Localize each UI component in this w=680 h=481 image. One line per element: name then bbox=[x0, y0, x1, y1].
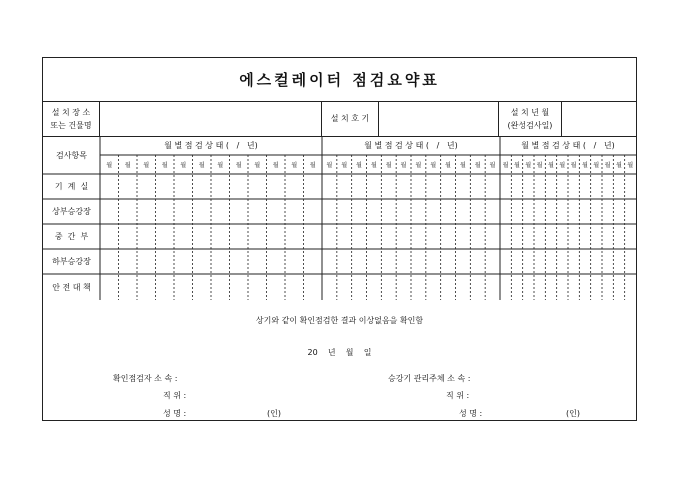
month-label: 월 bbox=[235, 162, 242, 169]
month-label: 월 bbox=[604, 162, 611, 169]
month-label: 월 bbox=[616, 162, 622, 169]
row-label-machine-room: 기 계 실 bbox=[54, 182, 89, 191]
info-row bbox=[43, 101, 636, 137]
install-date-value[interactable] bbox=[562, 101, 636, 136]
month-label: 월 bbox=[582, 162, 588, 169]
month-label: 월 bbox=[430, 162, 437, 169]
month-label: 월 bbox=[198, 162, 205, 169]
row-label-lower-landing: 하부승강장 bbox=[52, 257, 91, 266]
left-affiliation-label: 확인점검자 소 속 : bbox=[113, 374, 178, 383]
month-label: 월 bbox=[445, 162, 451, 169]
month-label: 월 bbox=[143, 162, 150, 169]
month-label: 월 bbox=[161, 162, 168, 169]
month-label: 월 bbox=[309, 162, 316, 169]
inspection-summary-form bbox=[42, 57, 637, 421]
month-label: 월 bbox=[400, 162, 407, 169]
month-label: 월 bbox=[548, 162, 554, 169]
month-label: 월 bbox=[502, 162, 509, 169]
left-position-label: 직 위 : bbox=[163, 391, 187, 400]
month-label: 월 bbox=[627, 162, 634, 169]
month-label: 월 bbox=[341, 162, 348, 169]
monthly-inspection-grid bbox=[43, 136, 636, 300]
month-label: 월 bbox=[291, 162, 298, 169]
month-label: 월 bbox=[593, 162, 600, 169]
location-label: 설 치 장 소 또는 건물명 bbox=[43, 101, 100, 136]
right-name-label: 성 명 : bbox=[459, 409, 483, 418]
month-label: 월 bbox=[106, 162, 113, 169]
form-title: 에스컬레이터 점검요약표 bbox=[239, 71, 440, 89]
row-label-middle: 중 간 부 bbox=[54, 232, 89, 241]
month-label: 월 bbox=[536, 162, 543, 169]
group-label-3: 월 별 점 검 상 태 ( / 년) bbox=[521, 141, 615, 150]
month-label: 월 bbox=[371, 162, 377, 169]
month-label: 월 bbox=[326, 162, 333, 169]
confirm-statement: 상기와 같이 확인점검한 결과 이상없음을 확인함 bbox=[255, 316, 424, 325]
left-seal: (인) bbox=[267, 409, 281, 418]
month-label: 월 bbox=[559, 162, 566, 169]
month-label: 월 bbox=[356, 162, 362, 169]
month-label: 월 bbox=[180, 162, 187, 169]
month-label: 월 bbox=[254, 162, 261, 169]
month-label: 월 bbox=[570, 162, 577, 169]
install-no-label: 설 치 호 기 bbox=[322, 101, 379, 136]
install-no-value[interactable] bbox=[379, 101, 499, 136]
month-label: 월 bbox=[514, 162, 520, 169]
month-label: 월 bbox=[474, 162, 481, 169]
row-label-safety: 안 전 대 책 bbox=[52, 282, 91, 292]
group-label-2: 월 별 점 검 상 태 ( / 년) bbox=[364, 141, 458, 150]
group-label-1: 월 별 점 검 상 태 ( / 년) bbox=[164, 141, 258, 150]
month-label: 월 bbox=[525, 162, 532, 169]
month-label: 월 bbox=[217, 162, 224, 169]
month-label: 월 bbox=[460, 162, 466, 169]
right-seal: (인) bbox=[566, 409, 580, 418]
install-date-label: 설 치 년 월 (완성검사일) bbox=[499, 101, 562, 136]
month-label: 월 bbox=[124, 162, 131, 169]
right-affiliation-label: 승강기 관리주체 소 속 : bbox=[388, 374, 471, 383]
title-row bbox=[43, 58, 636, 102]
confirmation-section bbox=[43, 300, 636, 420]
month-label: 월 bbox=[385, 162, 392, 169]
right-position-label: 직 위 : bbox=[446, 391, 470, 400]
row-label-upper-landing: 상부승강장 bbox=[52, 207, 91, 216]
location-value[interactable] bbox=[100, 101, 322, 136]
month-label: 월 bbox=[415, 162, 422, 169]
items-header: 검사항목 bbox=[56, 150, 87, 160]
left-name-label: 성 명 : bbox=[163, 409, 187, 418]
month-label: 월 bbox=[489, 162, 496, 169]
confirm-date: 20 년 월 일 bbox=[307, 348, 372, 357]
month-label: 월 bbox=[272, 162, 279, 169]
